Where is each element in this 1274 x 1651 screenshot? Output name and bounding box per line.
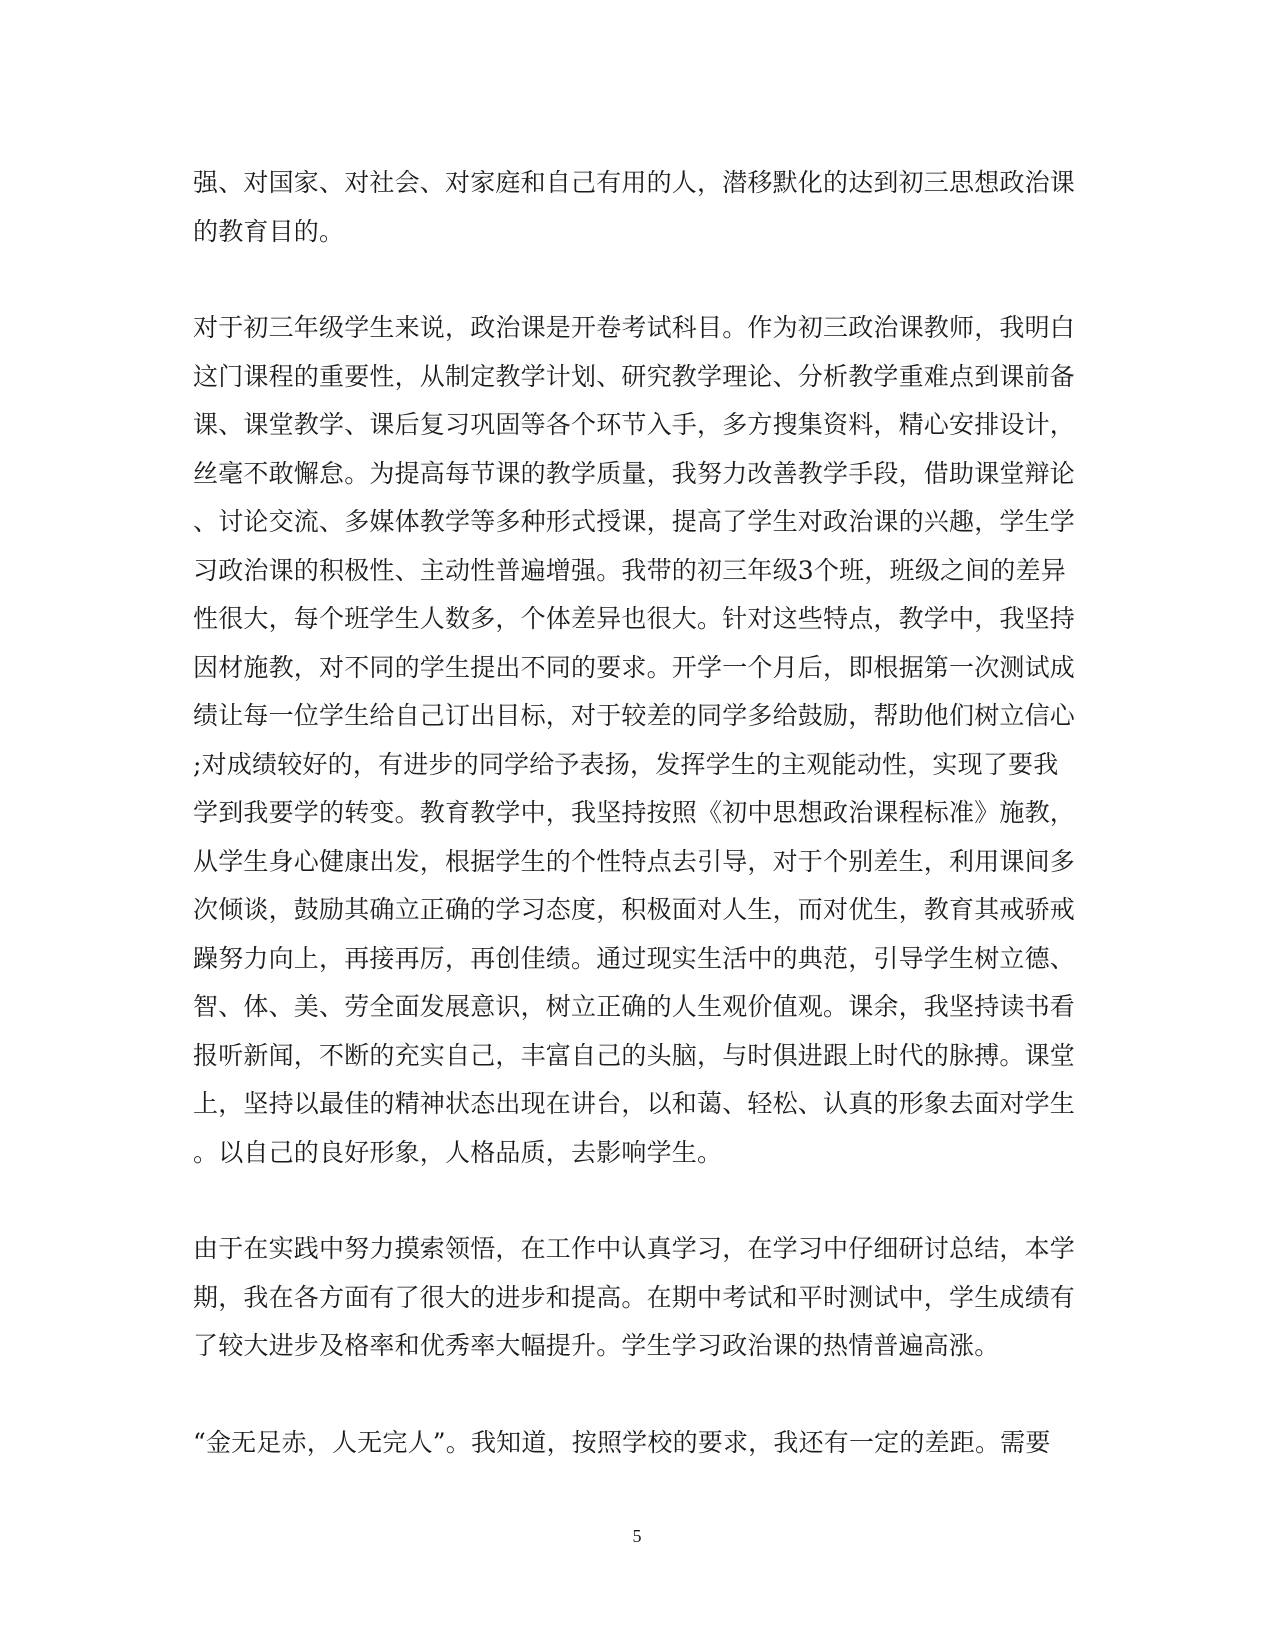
text-line: 性很大，每个班学生人数多，个体差异也很大。针对这些特点，教学中，我坚持 [193, 604, 1076, 633]
text-line: 上，坚持以最佳的精神状态出现在讲台，以和蔼、轻松、认真的形象去面对学生 [193, 1089, 1076, 1118]
text-line: 课、课堂教学、课后复习巩固等各个环节入手，多方搜集资料，精心安排设计， [193, 410, 1076, 439]
text-line: 这门课程的重要性，从制定教学计划、研究教学理论、分析教学重难点到课前备 [193, 361, 1076, 391]
text-line: ;对成绩较好的，有进步的同学给予表扬，发挥学生的主观能动性，实现了要我 [193, 749, 1059, 779]
text-line: 习政治课的积极性、主动性普遍增强。我带的初三年级3个班，班级之间的差异 [193, 555, 1066, 585]
text-line: 对于初三年级学生来说，政治课是开卷考试科目。作为初三政治课教师，我明白 [193, 313, 1076, 342]
text-line: 学到我要学的转变。教育教学中，我坚持按照《初中思想政治课程标准》施教， [193, 798, 1076, 827]
text-line: 报听新闻，不断的充实自己，丰富自己的头脑，与时俱进跟上时代的脉搏。课堂 [193, 1040, 1076, 1070]
paragraph [193, 1225, 1076, 1371]
paragraph [193, 159, 1076, 256]
paragraph [193, 1419, 1073, 1468]
paragraph [193, 304, 1076, 1177]
text-line: 丝毫不敢懈怠。为提高每节课的教学质量，我努力改善教学手段，借助课堂辩论 [193, 458, 1076, 488]
text-line: 、讨论交流、多媒体教学等多种形式授课，提高了学生对政治课的兴趣，学生学 [193, 507, 1076, 536]
text-line: 强、对国家、对社会、对家庭和自己有用的人，潜移默化的达到初三思想政治课 [193, 168, 1076, 197]
text-line: 的教育目的。 [193, 216, 345, 246]
text-line: 。以自己的良好形象，人格品质，去影响学生。 [193, 1137, 723, 1167]
document-body [193, 159, 1076, 1515]
page-number: 5 [632, 1526, 642, 1546]
text-line: “金无足赤，人无完人”。我知道，按照学校的要求，我还有一定的差距。需要 [193, 1427, 1051, 1457]
text-line: 因材施教，对不同的学生提出不同的要求。开学一个月后，即根据第一次测试成 [193, 652, 1076, 682]
text-line: 智、体、美、劳全面发展意识，树立正确的人生观价值观。课余，我坚持读书看 [193, 992, 1076, 1021]
text-line: 从学生身心健康出发，根据学生的个性特点去引导，对于个别差生，利用课间多 [193, 846, 1076, 876]
text-line: 期，我在各方面有了很大的进步和提高。在期中考试和平时测试中，学生成绩有 [193, 1282, 1076, 1312]
text-line: 绩让每一位学生给自己订出目标，对于较差的同学多给鼓励，帮助他们树立信心 [193, 701, 1076, 730]
text-line: 由于在实践中努力摸索领悟，在工作中认真学习，在学习中仔细研讨总结，本学 [193, 1234, 1076, 1263]
text-line: 次倾谈，鼓励其确立正确的学习态度，积极面对人生，而对优生，教育其戒骄戒 [193, 895, 1076, 924]
text-line: 躁努力向上，再接再厉，再创佳绩。通过现实生活中的典范，引导学生树立德、 [193, 943, 1076, 973]
text-line: 了较大进步及格率和优秀率大幅提升。学生学习政治课的热情普遍高涨。 [193, 1331, 1000, 1360]
